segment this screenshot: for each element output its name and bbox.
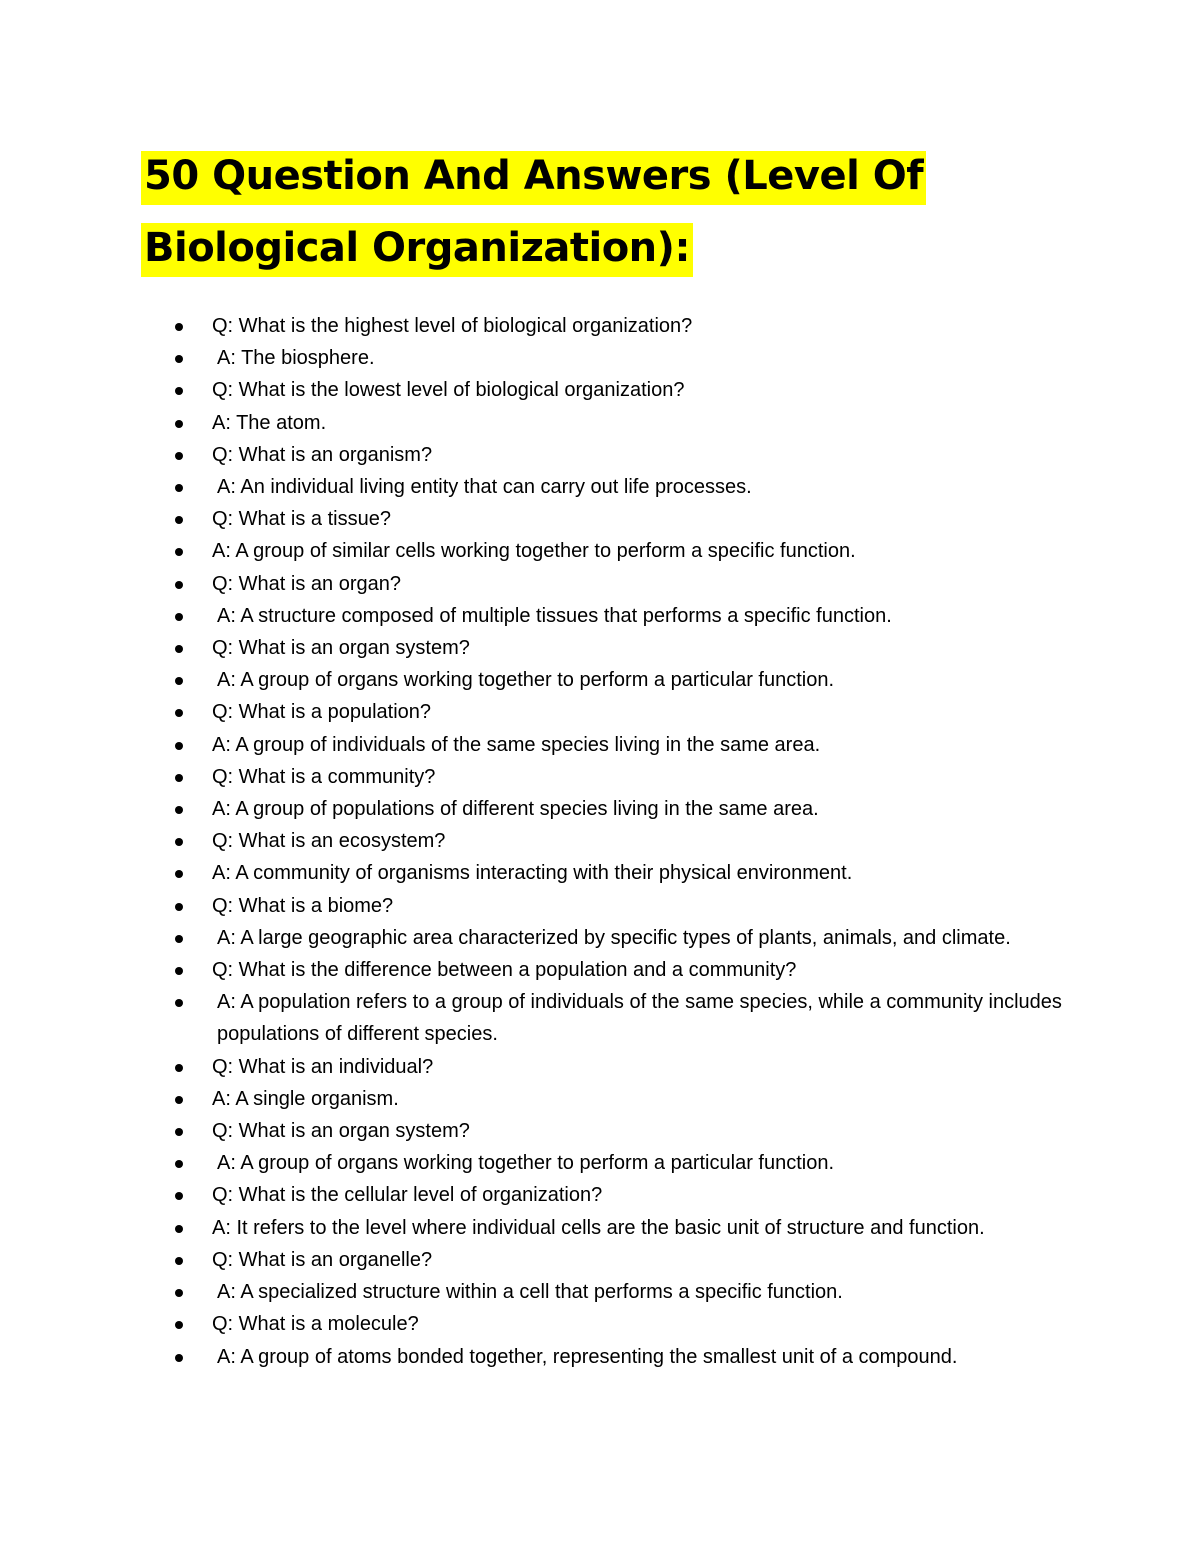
bullet-icon xyxy=(175,709,183,717)
bullet-icon xyxy=(175,516,183,524)
question-text: Q: What is an organ? xyxy=(212,572,401,595)
answer-text: A: A specialized structure within a cell that performs a specific function. xyxy=(217,1281,843,1304)
bullet-icon xyxy=(175,645,183,653)
list-item xyxy=(0,407,1200,439)
list-item xyxy=(0,729,1200,761)
question-text: Q: What is a population? xyxy=(212,701,432,724)
list-item xyxy=(0,600,1200,632)
bullet-icon xyxy=(175,806,183,814)
question-text: Q: What is the difference between a population and a community? xyxy=(212,959,797,982)
bullet-icon xyxy=(175,677,183,685)
bullet-icon xyxy=(175,1160,183,1168)
bullet-icon xyxy=(175,1321,183,1329)
list-item xyxy=(0,664,1200,696)
bullet-icon xyxy=(175,581,183,589)
answer-text: A: A single organism. xyxy=(212,1087,399,1110)
bullet-icon xyxy=(175,613,183,621)
bullet-icon xyxy=(175,774,183,782)
list-item xyxy=(0,1083,1200,1115)
list-item xyxy=(0,374,1200,406)
list-item xyxy=(0,922,1200,954)
answer-text: A: A structure composed of multiple tissues that performs a specific function. xyxy=(217,604,892,627)
list-item xyxy=(0,761,1200,793)
question-text: Q: What is an organ system? xyxy=(212,1120,470,1143)
bullet-icon xyxy=(175,1354,183,1362)
list-item xyxy=(0,1276,1200,1308)
bullet-icon xyxy=(175,1257,183,1265)
question-text: Q: What is the highest level of biological organization? xyxy=(212,315,693,337)
bullet-icon xyxy=(175,1289,183,1297)
list-item xyxy=(0,1179,1200,1211)
list-item xyxy=(0,503,1200,535)
list-item xyxy=(0,890,1200,922)
answer-text: A: A community of organisms interacting with their physical environment. xyxy=(212,862,853,885)
list-item xyxy=(0,535,1200,567)
answer-text: A: A population refers to a group of individuals of the same species, while a community includes populations of different species. xyxy=(217,991,1062,1046)
bullet-icon xyxy=(175,387,183,395)
answer-text: A: A large geographic area characterized by specific types of plants, animals, and climate. xyxy=(217,926,1011,949)
question-text: Q: What is an organ system? xyxy=(212,637,470,660)
bullet-icon xyxy=(175,967,183,975)
list-item xyxy=(0,1147,1200,1179)
bullet-icon xyxy=(175,1225,183,1233)
bullet-icon xyxy=(175,1064,183,1072)
list-item xyxy=(0,342,1200,374)
answer-text: A: A group of individuals of the same species living in the same area. xyxy=(212,733,821,756)
list-item xyxy=(0,825,1200,857)
list-item xyxy=(0,1051,1200,1083)
answer-text: A: A group of similar cells working together to perform a specific function. xyxy=(212,540,856,563)
question-text: Q: What is an organism? xyxy=(212,443,433,466)
question-text: Q: What is a community? xyxy=(212,765,436,788)
question-text: Q: What is the lowest level of biological organization? xyxy=(212,379,685,402)
bullet-icon xyxy=(175,903,183,911)
list-item xyxy=(0,568,1200,600)
list-item xyxy=(0,857,1200,889)
list-item xyxy=(0,632,1200,664)
document-title xyxy=(141,140,1041,284)
bullet-icon xyxy=(175,323,183,331)
list-item xyxy=(0,1244,1200,1276)
list-item xyxy=(0,793,1200,825)
bullet-icon xyxy=(175,870,183,878)
answer-text: A: An individual living entity that can carry out life processes. xyxy=(217,476,752,499)
question-text: Q: What is an ecosystem? xyxy=(212,830,446,853)
answer-text: A: The atom. xyxy=(212,411,327,434)
list-item xyxy=(0,696,1200,728)
answer-text: A: A group of organs working together to perform a particular function. xyxy=(217,1152,835,1175)
list-item xyxy=(0,439,1200,471)
answer-text: A: A group of populations of different species living in the same area. xyxy=(212,798,819,821)
answer-text: A: It refers to the level where individual cells are the basic unit of structure and function. xyxy=(212,1216,985,1239)
question-text: Q: What is an organelle? xyxy=(212,1248,433,1271)
question-text: Q: What is an individual? xyxy=(212,1055,434,1078)
bullet-icon xyxy=(175,742,183,750)
list-item xyxy=(0,1341,1200,1373)
list-item xyxy=(0,1115,1200,1147)
list-item xyxy=(0,1308,1200,1340)
bullet-icon xyxy=(175,1096,183,1104)
bullet-icon xyxy=(175,484,183,492)
bullet-icon xyxy=(175,452,183,460)
list-item xyxy=(0,471,1200,503)
list-item xyxy=(0,986,1200,1050)
answer-text: A: The biosphere. xyxy=(217,347,375,370)
bullet-icon xyxy=(175,1128,183,1136)
question-text: Q: What is a biome? xyxy=(212,894,394,917)
answer-text: A: A group of organs working together to perform a particular function. xyxy=(217,669,835,692)
question-text: Q: What is a tissue? xyxy=(212,508,391,531)
list-item xyxy=(0,954,1200,986)
list-item xyxy=(0,1212,1200,1244)
bullet-icon xyxy=(175,838,183,846)
question-text: Q: What is the cellular level of organization? xyxy=(212,1184,603,1207)
document-title-highlight: 50 Question And Answers (Level Of Biological Organization): xyxy=(141,151,926,277)
list-item xyxy=(0,310,1200,342)
bullet-icon xyxy=(175,355,183,363)
bullet-icon xyxy=(175,420,183,428)
bullet-icon xyxy=(175,1192,183,1200)
bullet-icon xyxy=(175,548,183,556)
answer-text: A: A group of atoms bonded together, representing the smallest unit of a compound. xyxy=(217,1345,958,1368)
bullet-icon xyxy=(175,935,183,943)
bullet-icon xyxy=(175,999,183,1007)
qa-list xyxy=(0,310,1200,1373)
question-text: Q: What is a molecule? xyxy=(212,1313,419,1336)
